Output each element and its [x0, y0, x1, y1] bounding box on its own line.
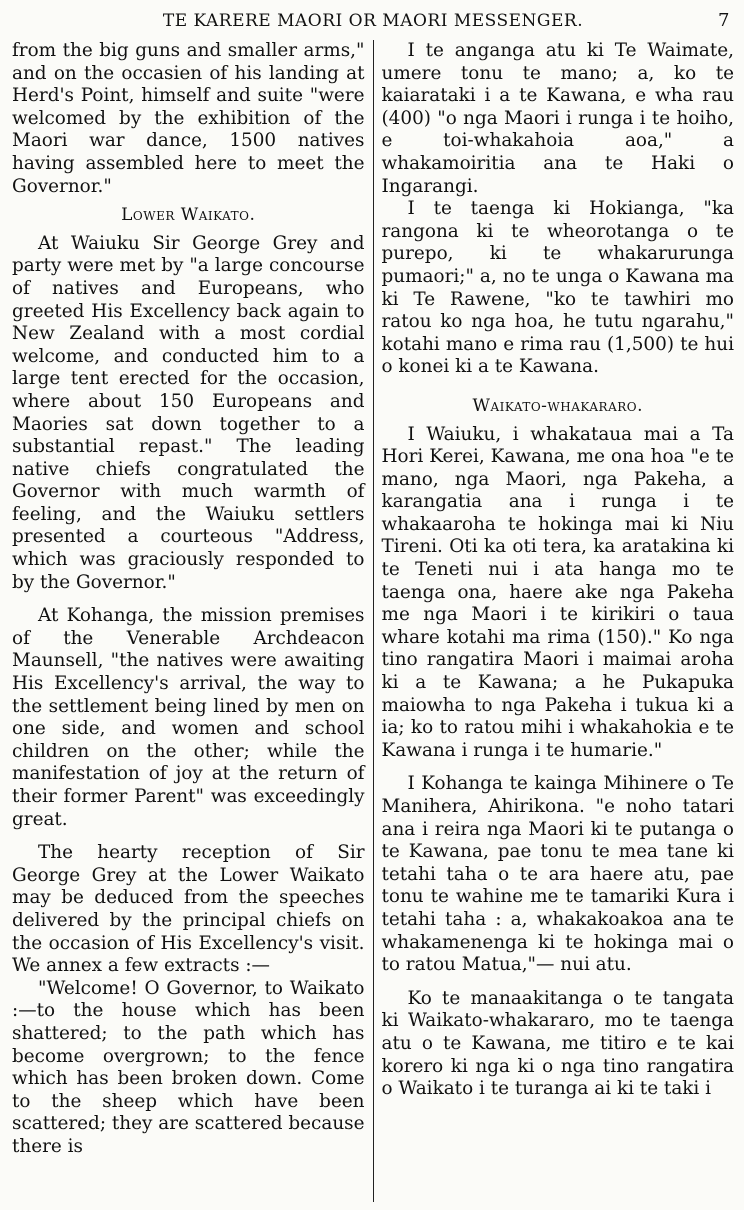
paragraph-waiuku: At Waiuku Sir George Grey and party were met by "a large concourse of natives and Europeans, who greeted His Excellency back again to New Zealand with a most cordial welcome, and conducted him to a large tent erected for the occasion, where about 150 Europeans and Maories sat down together to a substantial repast." The leading native chiefs congratulated the Governor with much warmth of feeling, and the Waiuku settlers presented a courteous "Address, which was graciously responded to by the Governor."	[12, 232, 365, 593]
paragraph-i-kohanga: I Kohanga te kainga Mihinere o Te Manihera, Ahirikona. "e noho tatari ana i reira nga Maori ki te putanga o te Kawana, pae tonu te mea tane ki tetahi taha o te ara haere atu, pae tonu te wahine me te tamariki Kura i tetahi taha : a, whakakoakoa ana te whakamenenga ki te hokinga mai o to ratou Matua,"— nui atu.	[381, 773, 734, 976]
section-heading-waikato-whakararo: Waikato-whakararo.	[472, 395, 644, 416]
left-column-english	[12, 40, 373, 1202]
section-heading-lower-waikato: Lower Waikato.	[121, 205, 256, 226]
page-number: 7	[718, 10, 730, 31]
paragraph-landing: from the big guns and smaller arms," and on the occasien of his landing at Herd's Point, himself and suite "were welcomed by the exhibition of the Maori war dance, 1500 natives having assembled here to meet the Governor."	[12, 40, 365, 197]
paragraph-waimate: I te anganga atu ki Te Waimate, umere tonu te mano; a, ko te kaiarataki i a te Kawana, e wha rau (400) "o nga Maori i runga i te hoiho, e toi-whakahoia aoa," a whakamoiritia ana te Haki o Ingarangi.	[381, 40, 734, 197]
newspaper-title: TE KARERE MAORI OR MAORI MESSENGER.	[162, 11, 584, 31]
paragraph-kohanga: At Kohanga, the mission premises of the Venerable Archdeacon Maunsell, "the natives were awaiting His Excellency's arrival, the way to the settlement being lined by men on one side, and women and school children on the other; while the manifestation of joy at the return of their former Parent" was exceedingly great.	[12, 605, 365, 830]
page-header	[12, 6, 734, 40]
paragraph-manaakitanga: Ko te manaakitanga o te tangata ki Waikato-whakararo, mo te taenga atu o te Kawana, me titiro e te kai korero ki nga ki o nga tino rangatira o Waikato i te turanga ai ki te taki i	[381, 987, 734, 1100]
right-column-maori	[373, 40, 735, 1202]
paragraph-reception: The hearty reception of Sir George Grey at the Lower Waikato may be deduced from the speeches delivered by the principal chiefs on the occasion of His Excellency's visit. We annex a few extracts :—	[12, 842, 365, 977]
paragraph-hokianga: I te taenga ki Hokianga, "ka rangona ki te wheorotanga o te purepo, ki te whakarurunga pumaori;" a, no te unga o Kawana ma ki Te Rawene, "ko te tawhiri mo ratou ko nga hoa, he tutu ngarahu," kotahi mano e rima rau (1,500) te hui o konei ki a te Kawana.	[381, 198, 734, 378]
article-columns	[12, 40, 734, 1202]
paragraph-welcome-speech: "Welcome! O Governor, to Waikato :—to the house which has been shattered; to the path which has become overgrown; to the fence which has been broken down. Come to the sheep which have been scattered; they are scattered because there is	[12, 977, 365, 1157]
paragraph-i-waiuku: I Waiuku, i whakataua mai a Ta Hori Kerei, Kawana, me ona hoa "e te mano, nga Maori, nga Pakeha, a karangatia ana i runga i te whakaaroha te hokinga mai ki Niu Tireni. Oti ka oti tera, ka aratakina ki te Teneti nui i ata hanga mo te taenga ona, haere ake nga Pakeha me nga Maori i te kirikiri o taua whare kotahi ma rima (150)." Ko nga tino rangatira Maori i maimai aroha ki a te Kawana; a he Pukapuka maiowha to nga Pakeha i tukua ki a ia; ko to ratou mihi i whakahokia e te Kawana i runga i te humarie."	[381, 423, 734, 761]
